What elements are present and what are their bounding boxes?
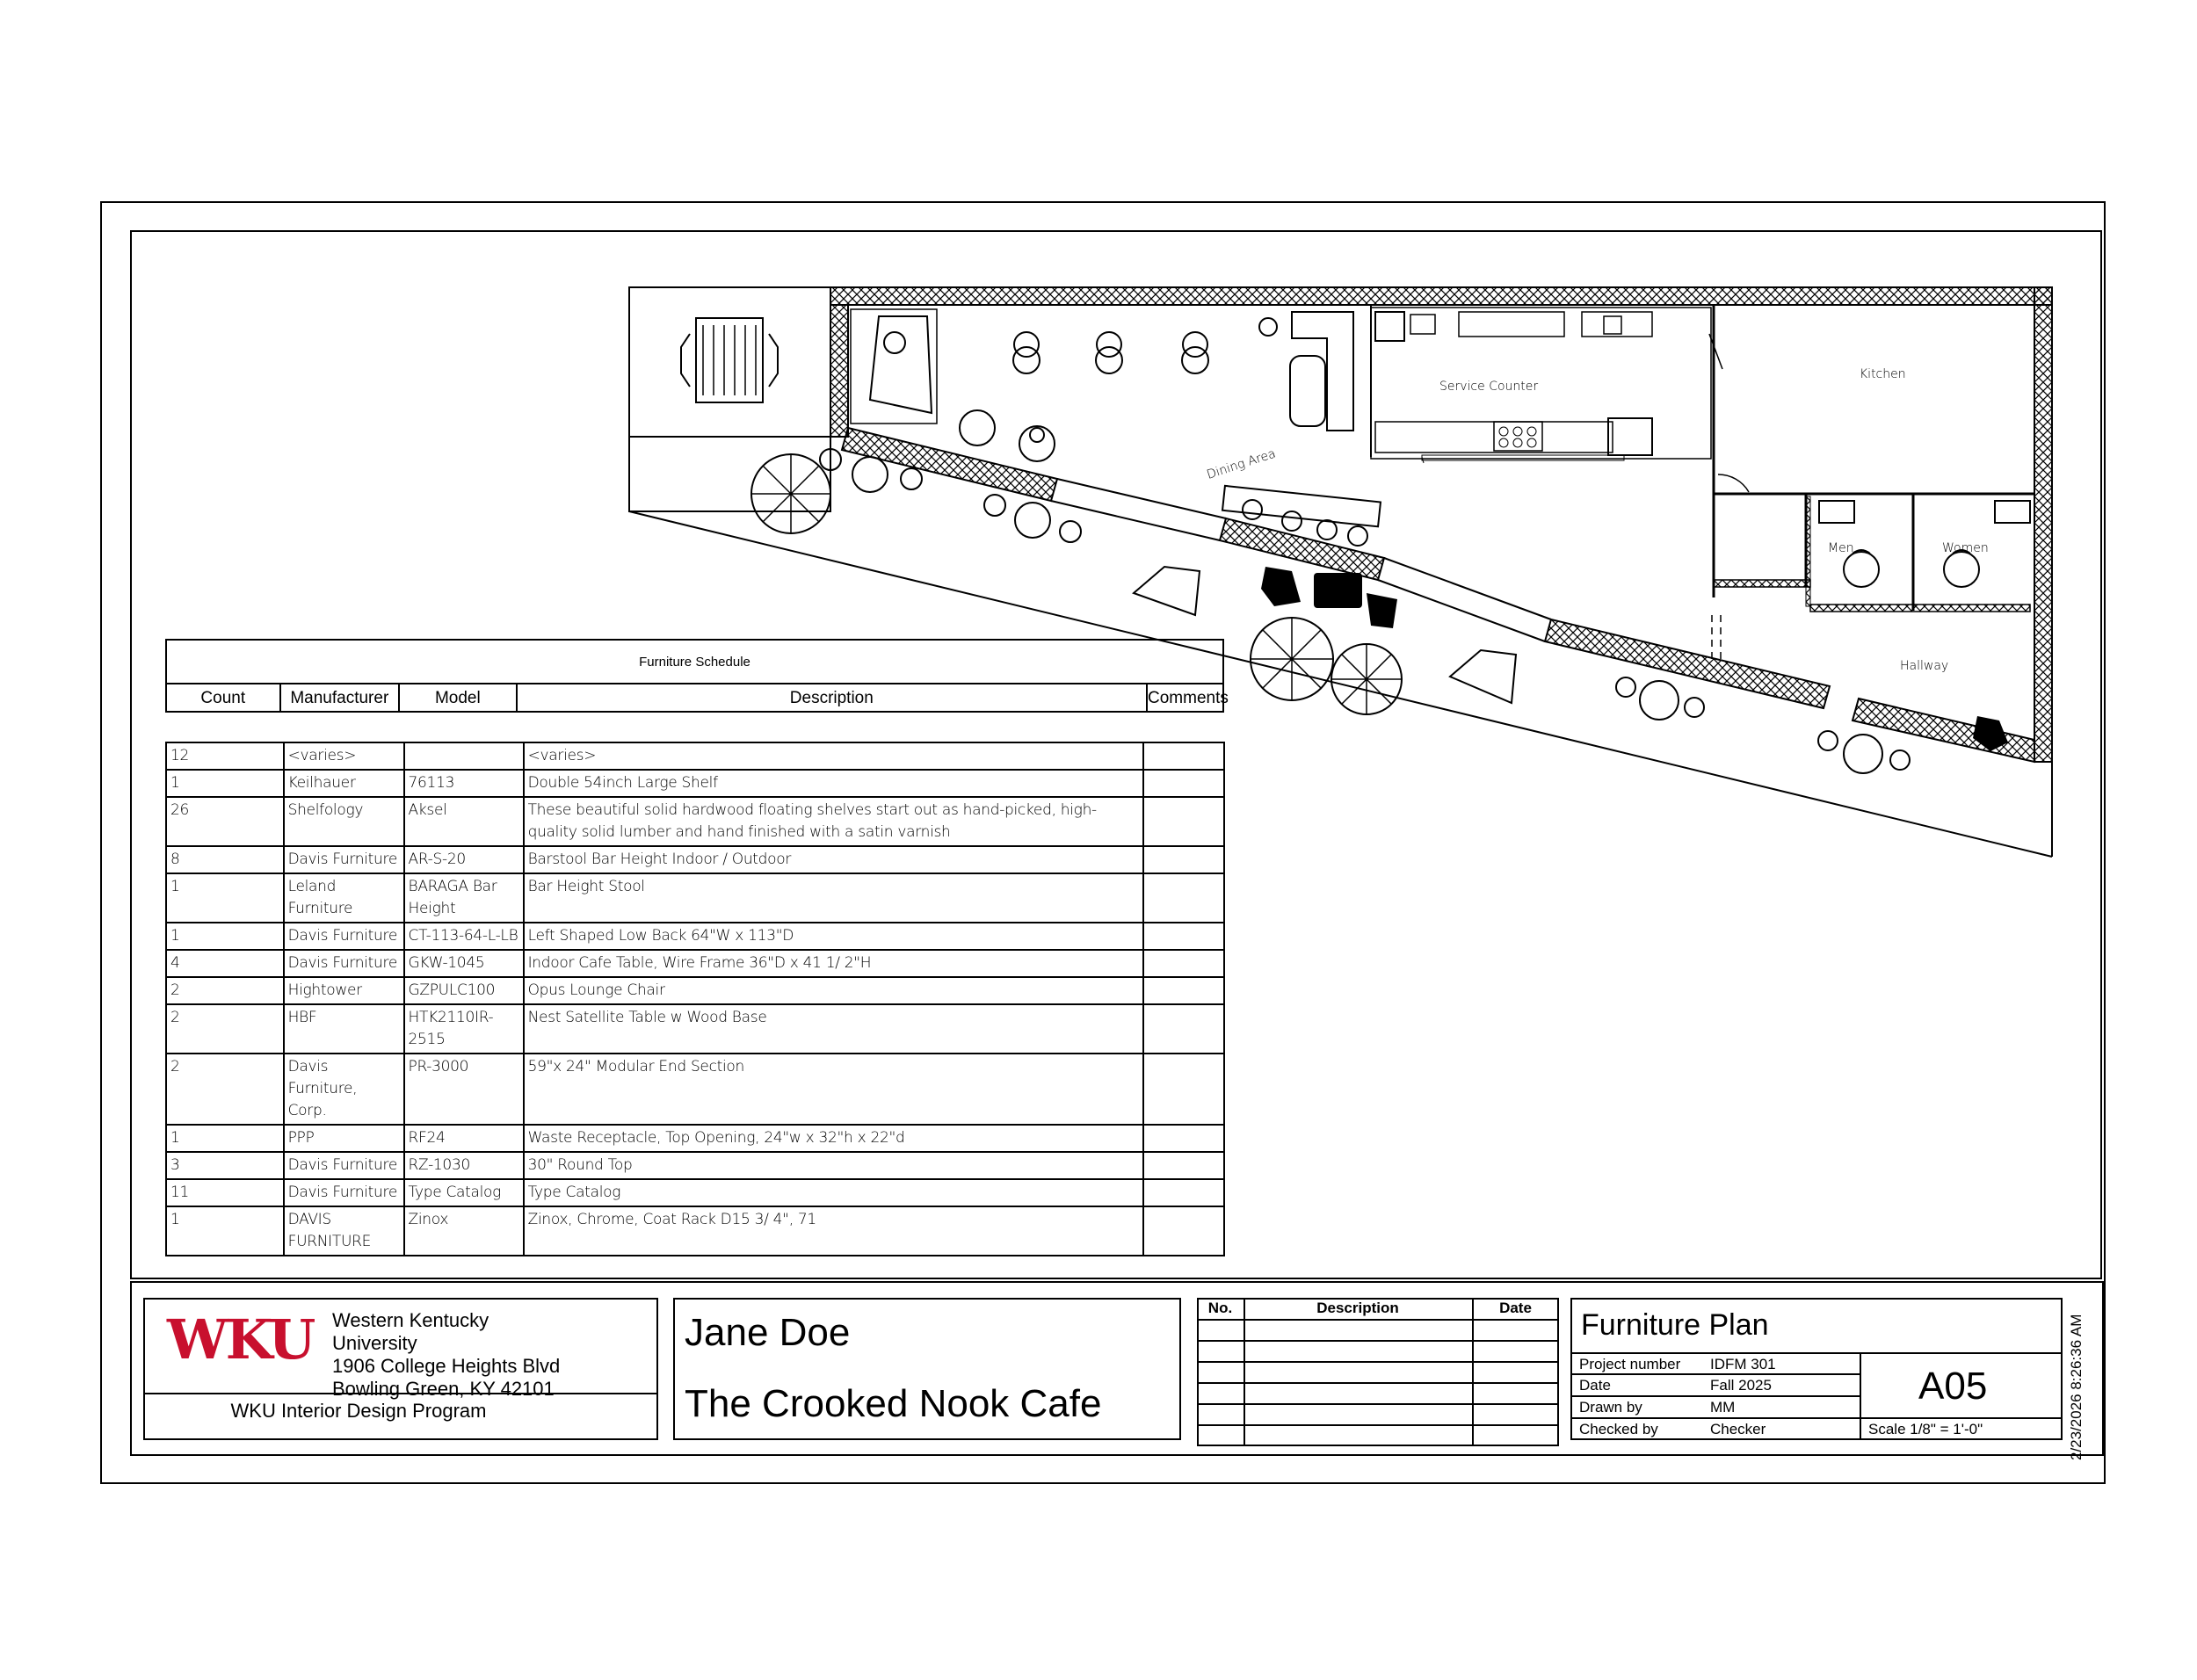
schedule-cell-model: Aksel	[404, 797, 524, 846]
service-counter-area	[1371, 308, 1711, 459]
schedule-row	[166, 923, 1224, 950]
col-count: Count	[167, 684, 281, 711]
schedule-cell-description: Indoor Cafe Table, Wire Frame 36"D x 41 1/ 2"H	[524, 950, 1143, 977]
patio-area	[629, 287, 830, 437]
schedule-row	[166, 742, 1224, 770]
program-name: WKU Interior Design Program	[230, 1400, 487, 1422]
address-line: 1906 College Heights Blvd	[332, 1355, 561, 1377]
divider	[143, 1393, 658, 1394]
bar-counter	[1292, 312, 1353, 431]
rev-row-line	[1197, 1361, 1559, 1363]
rev-row-line	[1197, 1319, 1559, 1321]
bar-stools-top	[1013, 318, 1277, 373]
rev-row-line	[1197, 1382, 1559, 1384]
rev-col-date: Date	[1499, 1300, 1532, 1316]
schedule-cell-description: Left Shaped Low Back 64"W x 113"D	[524, 923, 1143, 950]
schedule-cell-comments	[1143, 873, 1224, 923]
project-number-label: Project number	[1579, 1356, 1681, 1372]
fridge	[1608, 418, 1652, 455]
schedule-row	[166, 1004, 1224, 1054]
schedule-cell-manufacturer: Shelfology	[284, 797, 404, 846]
schedule-cell-description: Opus Lounge Chair	[524, 977, 1143, 1004]
schedule-cell-description: Double 54inch Large Shelf	[524, 770, 1143, 797]
schedule-cell-count: 3	[166, 1152, 284, 1179]
lounge-chairs	[960, 410, 1055, 461]
schedule-cell-comments	[1143, 742, 1224, 770]
schedule-cell-count: 1	[166, 873, 284, 923]
outdoor-bench	[681, 318, 778, 402]
schedule-cell-description: Waste Receptacle, Top Opening, 24"w x 32"h x 22"d	[524, 1125, 1143, 1152]
schedule-row	[166, 1179, 1224, 1206]
sheet-number: A05	[1918, 1365, 1988, 1408]
schedule-cell-count: 8	[166, 846, 284, 873]
schedule-cell-count: 2	[166, 1054, 284, 1125]
schedule-cell-count: 12	[166, 742, 284, 770]
schedule-cell-comments	[1143, 770, 1224, 797]
schedule-cell-count: 1	[166, 1125, 284, 1152]
schedule-cell-model: GKW-1045	[404, 950, 524, 977]
schedule-cell-manufacturer: Davis Furniture	[284, 1179, 404, 1206]
schedule-cell-description: Barstool Bar Height Indoor / Outdoor	[524, 846, 1143, 873]
sheet-divider	[1570, 1417, 2063, 1419]
schedule-cell-manufacturer: Davis Furniture	[284, 950, 404, 977]
schedule-cell-description: Nest Satellite Table w Wood Base	[524, 1004, 1143, 1054]
rev-col-line	[1244, 1298, 1245, 1446]
schedule-cell-model: HTK2110IR-2515	[404, 1004, 524, 1054]
print-timestamp: 2/23/2026 8:26:36 AM	[2068, 1314, 2085, 1460]
wall-west	[830, 305, 848, 437]
schedule-cell-count: 2	[166, 977, 284, 1004]
schedule-cell-comments	[1143, 797, 1224, 846]
schedule-cell-model: BARAGA Bar Height	[404, 873, 524, 923]
project-name: The Crooked Nook Cafe	[685, 1382, 1102, 1425]
schedule-cell-count: 26	[166, 797, 284, 846]
schedule-cell-count: 11	[166, 1179, 284, 1206]
schedule-cell-description: Type Catalog	[524, 1179, 1143, 1206]
revision-header	[1197, 1298, 1559, 1319]
sheet-divider	[1570, 1352, 2063, 1354]
schedule-cell-manufacturer: <varies>	[284, 742, 404, 770]
schedule-cell-model: GZPULC100	[404, 977, 524, 1004]
schedule-title: Furniture Schedule	[165, 639, 1224, 684]
schedule-row	[166, 1054, 1224, 1125]
schedule-row	[166, 1152, 1224, 1179]
schedule-cell-count: 1	[166, 923, 284, 950]
schedule-cell-manufacturer: DAVIS FURNITURE	[284, 1206, 404, 1256]
label-kitchen: Kitchen	[1860, 367, 1906, 381]
label-women: Women	[1942, 541, 1989, 555]
schedule-cell-description: 30" Round Top	[524, 1152, 1143, 1179]
wall-diagonal-3	[1545, 619, 1830, 708]
schedule-cell-comments	[1143, 1054, 1224, 1125]
schedule-row	[166, 1125, 1224, 1152]
drawn-by: MM	[1710, 1399, 1736, 1416]
schedule-cell-comments	[1143, 977, 1224, 1004]
col-comments: Comments	[1148, 689, 1229, 707]
schedule-cell-model: CT-113-64-L-LB	[404, 923, 524, 950]
schedule-cell-model: AR-S-20	[404, 846, 524, 873]
wall-diagonal-1	[842, 428, 1057, 501]
schedule-cell-comments	[1143, 846, 1224, 873]
schedule-row	[166, 797, 1224, 846]
sheet-title: Furniture Plan	[1581, 1308, 1769, 1342]
schedule-cell-manufacturer: Davis Furniture	[284, 1152, 404, 1179]
schedule-cell-comments	[1143, 950, 1224, 977]
checked-by-label: Checked by	[1579, 1421, 1658, 1437]
date-label: Date	[1579, 1377, 1611, 1394]
schedule-cell-comments	[1143, 1152, 1224, 1179]
schedule-cell-comments	[1143, 923, 1224, 950]
schedule-cell-model: RZ-1030	[404, 1152, 524, 1179]
schedule-table	[165, 742, 1225, 1256]
schedule-cell-description: Zinox, Chrome, Coat Rack D15 3/ 4", 71	[524, 1206, 1143, 1256]
label-dining-area: Dining Area	[1205, 446, 1278, 482]
schedule-cell-description: <varies>	[524, 742, 1143, 770]
schedule-row	[166, 950, 1224, 977]
rev-col-line	[1472, 1298, 1474, 1446]
address-line: University	[332, 1332, 417, 1354]
schedule-cell-model: Zinox	[404, 1206, 524, 1256]
schedule-cell-manufacturer: Leland Furniture	[284, 873, 404, 923]
coat-nook	[851, 309, 937, 424]
label-men: Men	[1828, 541, 1854, 555]
schedule-row	[166, 1206, 1224, 1256]
rev-row-line	[1197, 1403, 1559, 1405]
schedule-cell-description: 59"x 24" Modular End Section	[524, 1054, 1143, 1125]
scale: Scale 1/8" = 1'-0"	[1868, 1421, 1983, 1437]
rev-col-no: No.	[1207, 1300, 1233, 1316]
schedule-row	[166, 873, 1224, 923]
drawn-by-label: Drawn by	[1579, 1399, 1642, 1416]
schedule-cell-model: PR-3000	[404, 1054, 524, 1125]
wall-east	[2034, 287, 2052, 762]
schedule-cell-manufacturer: Keilhauer	[284, 770, 404, 797]
address-line: Western Kentucky	[332, 1309, 489, 1331]
wall-diagonal-4	[1853, 699, 2034, 762]
schedule-cell-count: 4	[166, 950, 284, 977]
address-line: Bowling Green, KY 42101	[332, 1378, 555, 1400]
schedule-cell-manufacturer: Davis Furniture	[284, 923, 404, 950]
schedule-cell-manufacturer: Hightower	[284, 977, 404, 1004]
label-hallway: Hallway	[1900, 659, 1949, 673]
schedule-row	[166, 846, 1224, 873]
schedule-cell-count: 1	[166, 770, 284, 797]
designer-name: Jane Doe	[685, 1311, 851, 1354]
doors	[1709, 334, 1749, 659]
col-manufacturer: Manufacturer	[281, 684, 401, 711]
schedule-cell-manufacturer: Davis Furniture, Corp.	[284, 1054, 404, 1125]
schedule-cell-description: These beautiful solid hardwood floating shelves start out as hand-picked, high-quality solid lumber and hand finished with a satin varnish	[524, 797, 1143, 846]
schedule-cell-count: 2	[166, 1004, 284, 1054]
rev-col-description: Description	[1316, 1300, 1399, 1316]
patio-lower	[629, 437, 830, 511]
sink	[1290, 356, 1325, 426]
sheet-divider	[1570, 1395, 1860, 1397]
schedule-row	[166, 770, 1224, 797]
schedule-cell-manufacturer: Davis Furniture	[284, 846, 404, 873]
schedule-row	[166, 977, 1224, 1004]
label-service-counter: Service Counter	[1439, 380, 1539, 394]
sheet-divider	[1570, 1373, 1860, 1375]
schedule-cell-description: Bar Height Stool	[524, 873, 1143, 923]
schedule-cell-comments	[1143, 1004, 1224, 1054]
schedule-cell-comments	[1143, 1179, 1224, 1206]
schedule-cell-manufacturer: HBF	[284, 1004, 404, 1054]
wall-north	[830, 287, 2052, 305]
col-description: Description	[518, 684, 1148, 711]
sheet-vdivider	[1860, 1352, 1861, 1440]
schedule-cell-comments	[1143, 1206, 1224, 1256]
date-value: Fall 2025	[1710, 1377, 1772, 1394]
wall-diagonal-2	[1220, 518, 1384, 580]
schedule-cell-model: RF24	[404, 1125, 524, 1152]
schedule-cell-model	[404, 742, 524, 770]
col-model: Model	[400, 684, 518, 711]
checked-by: Checker	[1710, 1421, 1766, 1437]
schedule-cell-manufacturer: PPP	[284, 1125, 404, 1152]
schedule-cell-comments	[1143, 1125, 1224, 1152]
schedule-header	[165, 684, 1229, 713]
schedule-cell-model: Type Catalog	[404, 1179, 524, 1206]
rev-row-line	[1197, 1424, 1559, 1426]
project-number: IDFM 301	[1710, 1356, 1776, 1372]
rev-row-line	[1197, 1340, 1559, 1342]
school-address	[332, 1309, 560, 1401]
wku-logo: WKU	[167, 1307, 314, 1372]
schedule-cell-model: 76113	[404, 770, 524, 797]
schedule-cell-count: 1	[166, 1206, 284, 1256]
